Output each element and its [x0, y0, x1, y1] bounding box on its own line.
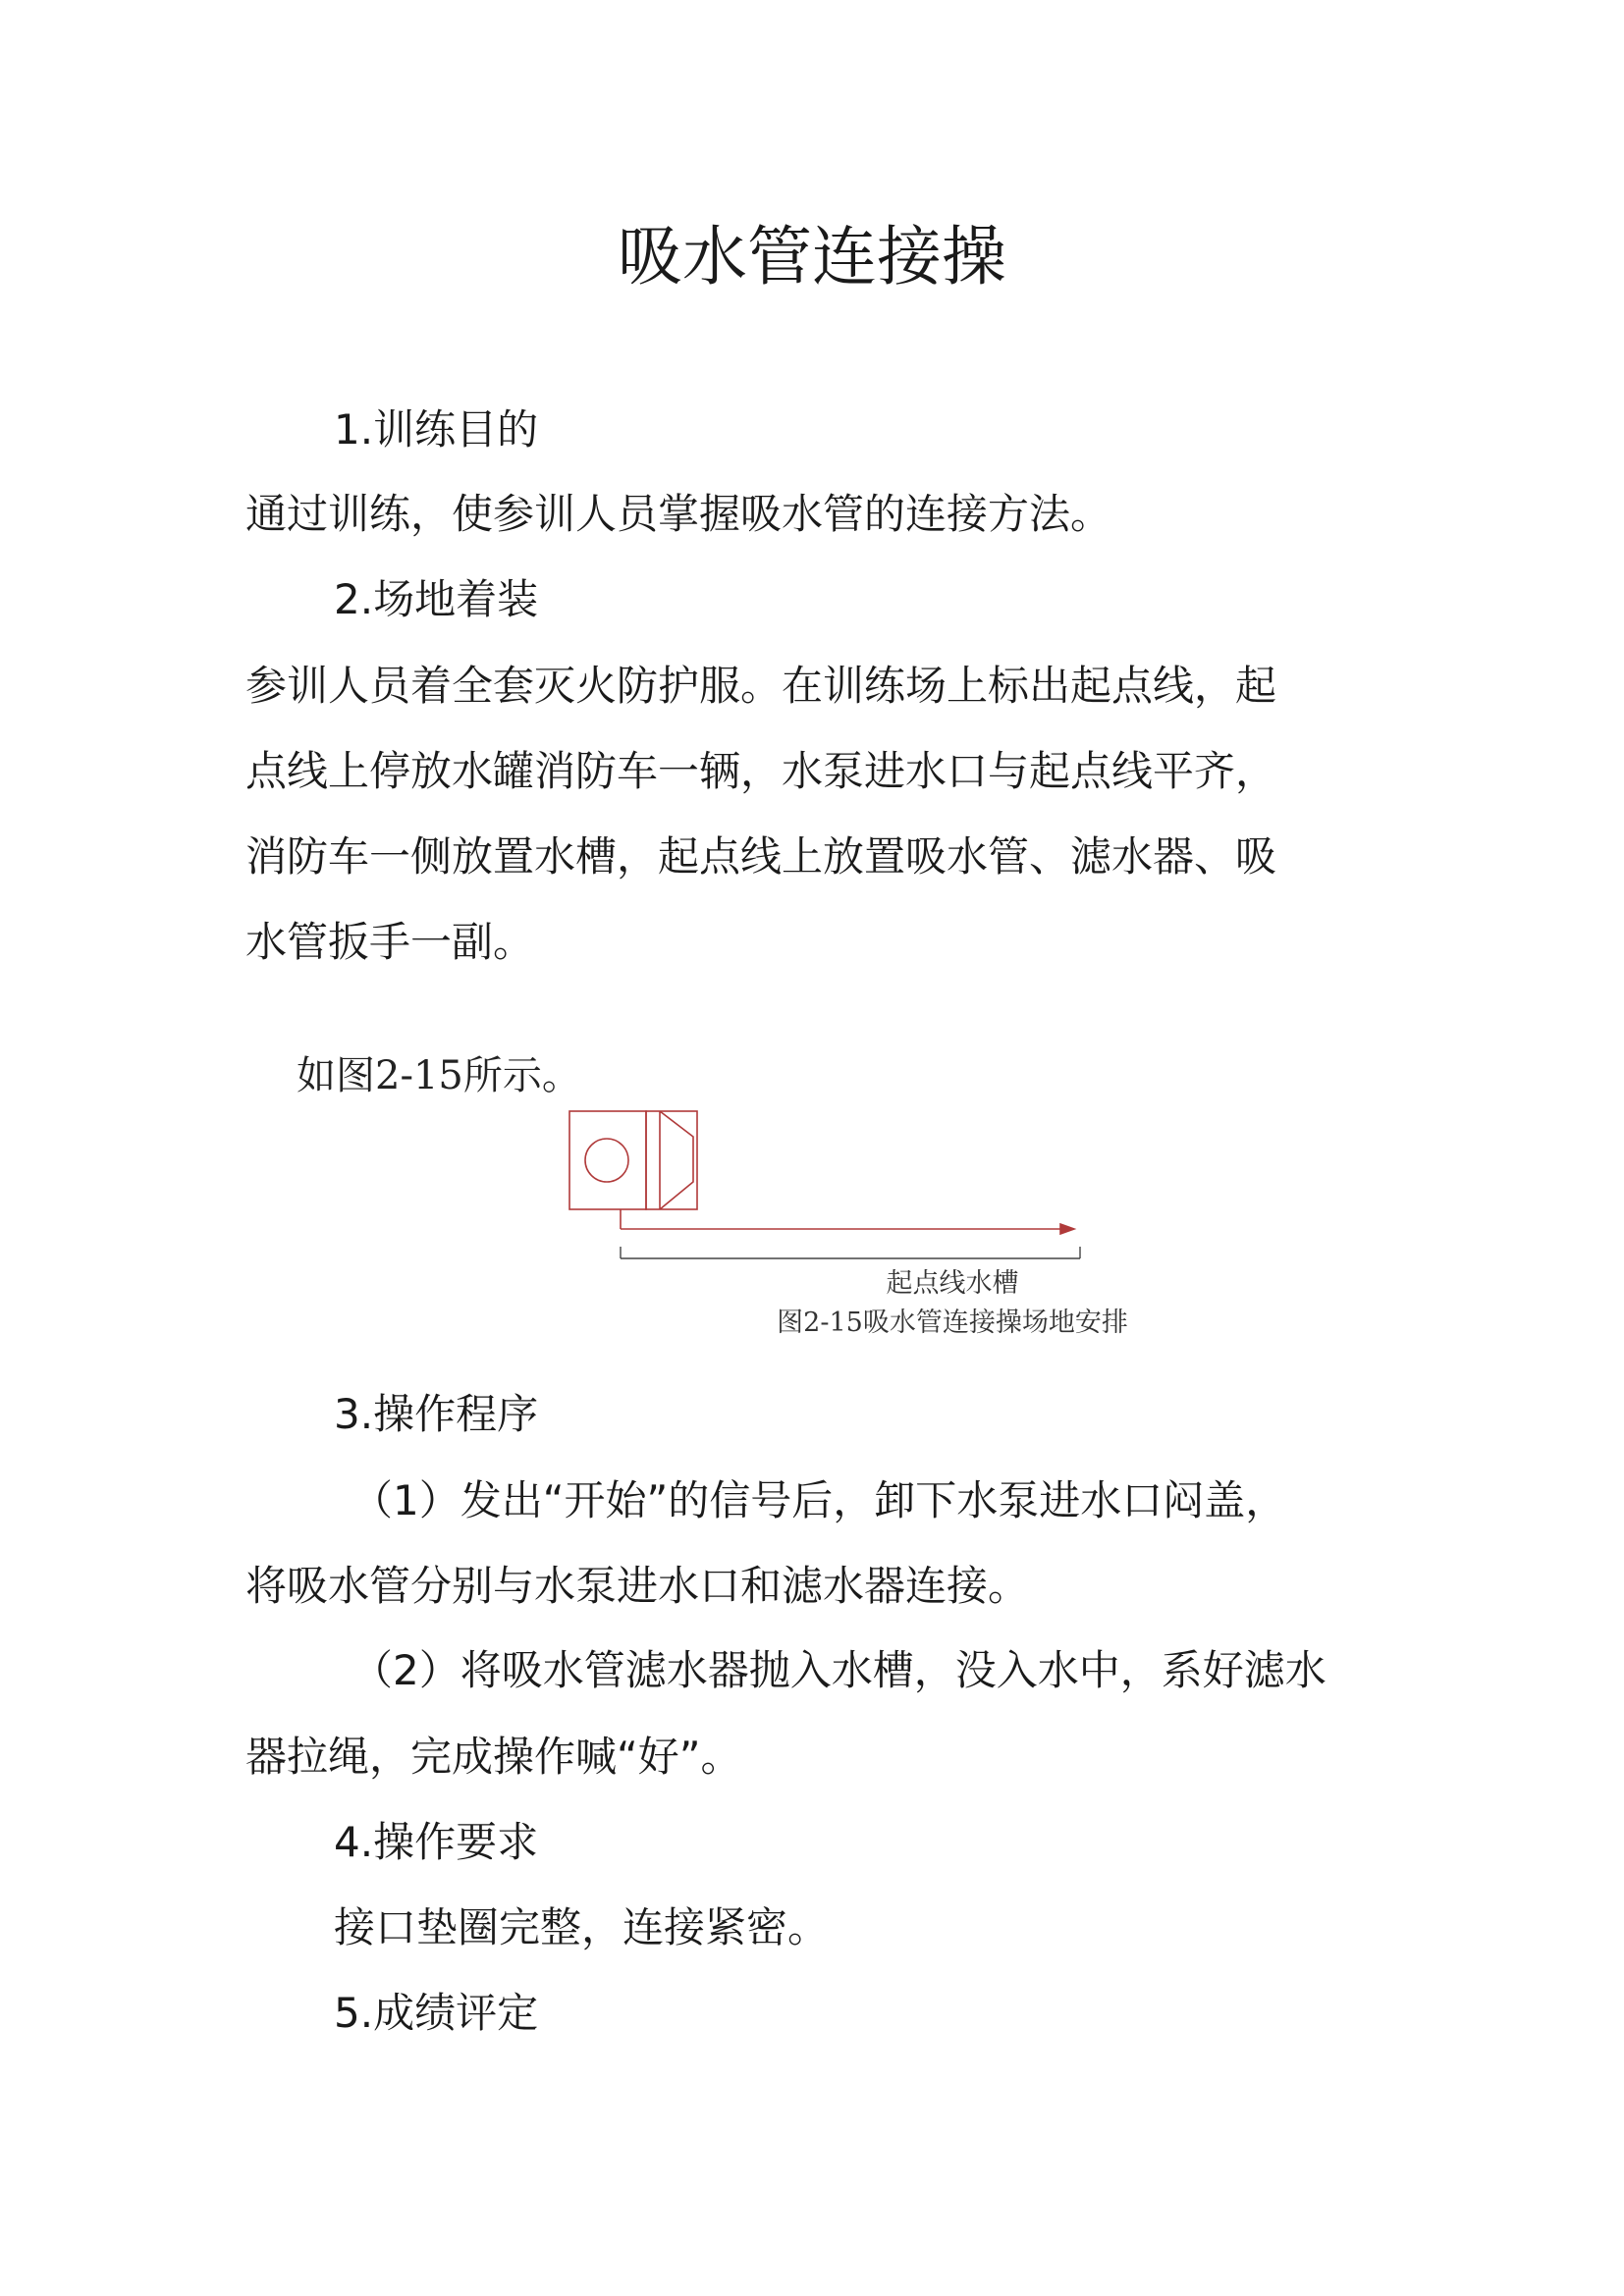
- section-1-heading: 1.训练目的: [334, 405, 539, 454]
- filter-shape: [660, 1111, 693, 1209]
- section-4-heading: 4.操作要求: [334, 1818, 539, 1866]
- section-3-line: （1）发出“开始”的信号后，卸下水泵进水口闷盖，: [352, 1476, 1287, 1524]
- section-2-heading: 2.场地着装: [334, 575, 539, 623]
- section-3-line: 器拉绳，完成操作喊“好”。: [245, 1733, 742, 1781]
- section-2-line: 水管扳手一副。: [245, 918, 535, 966]
- figure-reference: 如图2-15所示。: [297, 1053, 581, 1098]
- section-3-heading: 3.操作程序: [334, 1390, 539, 1438]
- page-title: 吸水管连接操: [618, 219, 1006, 294]
- site-layout-figure: [550, 1099, 1335, 1276]
- figure-label: 起点线水槽: [886, 1268, 1019, 1299]
- arrow-head: [1060, 1224, 1074, 1234]
- section-1-body: 通过训练，使参训人员掌握吸水管的连接方法。: [245, 490, 1112, 538]
- section-3-line: 将吸水管分别与水泵进水口和滤水器连接。: [245, 1562, 1030, 1610]
- section-3-line: （2）将吸水管滤水器抛入水槽，没入水中，系好滤水: [352, 1646, 1326, 1694]
- section-4-body: 接口垫圈完整，连接紧密。: [334, 1903, 830, 1951]
- section-2-line: 消防车一侧放置水槽，起点线上放置吸水管、滤水器、吸: [245, 832, 1277, 881]
- fire-truck-box: [569, 1111, 646, 1209]
- water-tank-box: [646, 1111, 697, 1209]
- section-2-line: 参训人员着全套灭火防护服。在训练场上标出起点线，起: [245, 662, 1277, 710]
- section-2-line: 点线上停放水罐消防车一辆，水泵进水口与起点线平齐，: [245, 747, 1277, 795]
- figure-caption: 图2-15吸水管连接操场地安排: [777, 1308, 1128, 1338]
- section-5-heading: 5.成绩评定: [334, 1989, 539, 2037]
- pump-inlet-circle: [585, 1139, 628, 1182]
